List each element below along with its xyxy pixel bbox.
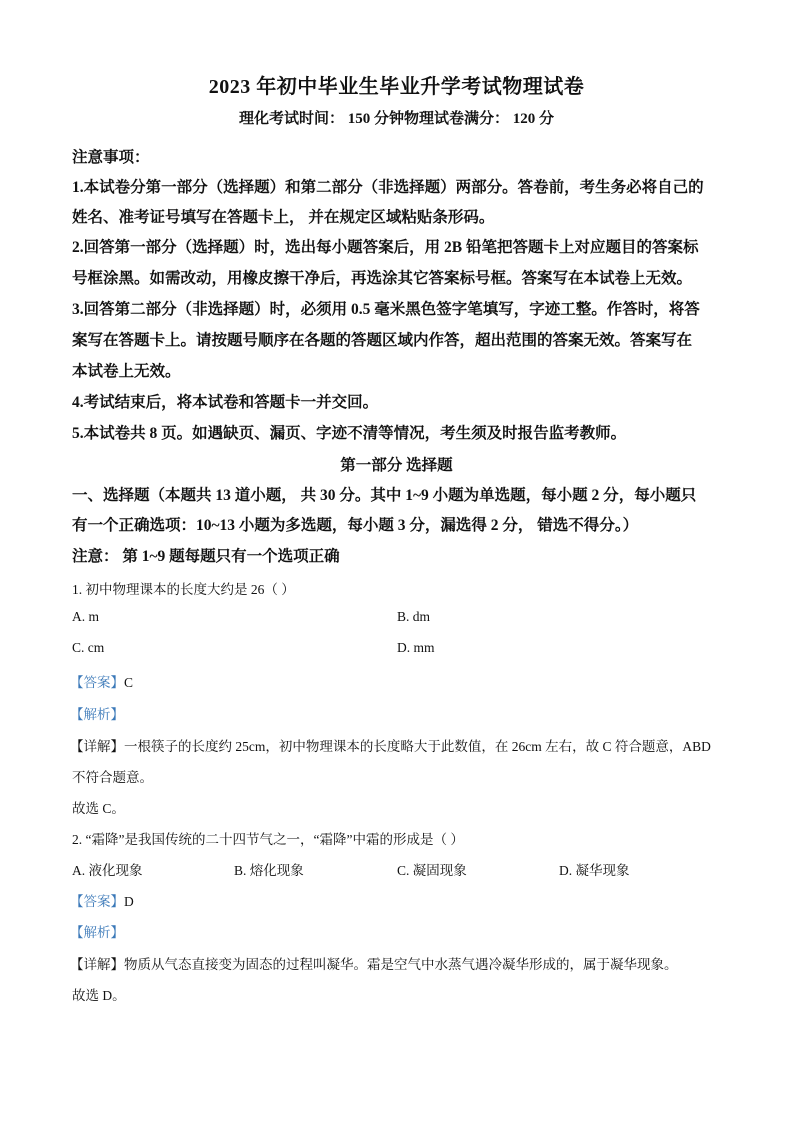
- section-instructions: 一、选择题（本题共 13 道小题， 共 30 分。其中 1~9 小题为单选题，每小题 2 分，每小题只: [72, 487, 697, 504]
- question-stem: 1. 初中物理课本的长度大约是 26（ ）: [72, 582, 295, 597]
- answer-row: [70, 890, 134, 910]
- exam-info: 理化考试时间： 150 分钟物理试卷满分： 120 分: [238, 111, 554, 127]
- detail-label: 【详解】: [70, 957, 124, 972]
- notice-line: 号框涂黑。如需改动，用橡皮擦干净后，再选涂其它答案标号框。答案写在本试卷上无效。: [72, 270, 693, 287]
- notice-line: 2.回答第一部分（选择题）时，选出每小题答案后，用 2B 铅笔把答题卡上对应题目的答案标: [72, 239, 699, 256]
- analysis-label: 【解析】: [70, 925, 124, 940]
- option-c: C. cm: [72, 640, 105, 655]
- detail-label: 【详解】: [70, 739, 124, 754]
- option-d: D. mm: [397, 640, 435, 655]
- detail-row: [70, 735, 711, 755]
- notice-line: 姓名、准考证号填写在答题卡上， 并在规定区域粘贴条形码。: [72, 209, 495, 226]
- option-d: D. 凝华现象: [559, 863, 630, 878]
- notice-line: 5.本试卷共 8 页。如遇缺页、漏页、字迹不清等情况，考生须及时报告监考教师。: [72, 425, 627, 442]
- notice-heading: 注意事项：: [72, 149, 150, 166]
- detail-text: 物质从气态直接变为固态的过程叫凝华。霜是空气中水蒸气遇冷凝华形成的，属于凝华现象。: [124, 957, 678, 972]
- conclusion: 故选 D。: [72, 988, 126, 1003]
- option-c: C. 凝固现象: [397, 863, 467, 878]
- notice-line: 1.本试卷分第一部分（选择题）和第二部分（非选择题）两部分。答卷前，考生务必将自己的: [72, 179, 704, 196]
- analysis-label: 【解析】: [70, 707, 124, 722]
- option-a: A. 液化现象: [72, 863, 143, 878]
- answer-row: [70, 671, 133, 691]
- detail-row: [70, 953, 678, 973]
- conclusion: 故选 C。: [72, 801, 125, 816]
- question-stem: 2. “霜降”是我国传统的二十四节气之一，“霜降”中霜的形成是（ ）: [72, 832, 464, 847]
- page-title: 2023 年初中毕业生毕业升学考试物理试卷: [208, 76, 585, 98]
- notice-line: 本试卷上无效。: [72, 363, 181, 380]
- option-b: B. dm: [397, 609, 431, 624]
- detail-text: 一根筷子的长度约 25cm，初中物理课本的长度略大于此数值，在 26cm 左右，故 C 符合题意，ABD: [124, 739, 711, 754]
- part-heading: 第一部分 选择题: [340, 457, 453, 474]
- option-a: A. m: [72, 609, 99, 624]
- answer-value: D: [124, 894, 134, 909]
- option-b: B. 熔化现象: [234, 863, 304, 878]
- notice-line: 3.回答第二部分（非选择题）时，必须用 0.5 毫米黑色签字笔填写，字迹工整。作答时，将答: [72, 301, 700, 318]
- section-instructions: 有一个正确选项：10~13 小题为多选题，每小题 3 分，漏选得 2 分， 错选不得分。）: [72, 517, 639, 534]
- section-note: 注意： 第 1~9 题每题只有一个选项正确: [72, 548, 340, 565]
- notice-line: 案写在答题卡上。请按题号顺序在各题的答题区域内作答，超出范围的答案无效。答案写在: [72, 332, 693, 349]
- detail-text: 不符合题意。: [72, 770, 153, 785]
- answer-value: C: [124, 675, 134, 690]
- notice-line: 4.考试结束后，将本试卷和答题卡一并交回。: [72, 394, 379, 411]
- answer-label: 【答案】: [70, 894, 124, 909]
- answer-label: 【答案】: [70, 675, 124, 690]
